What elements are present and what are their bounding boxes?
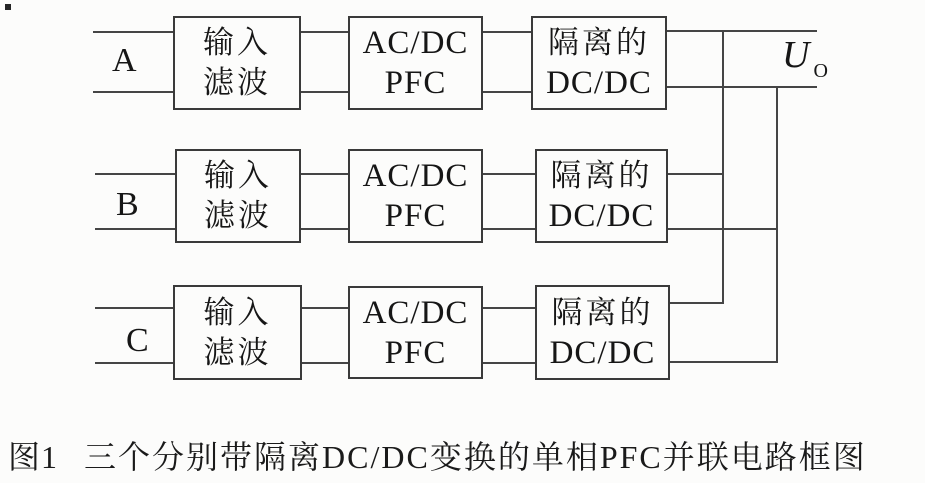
wire-c-filter-to-pfc-top (302, 307, 348, 309)
phase-label-a: A (112, 42, 137, 79)
block-c-acdc-pfc (348, 286, 483, 379)
block-b-input-filter (175, 149, 301, 243)
wire-c-input-bottom (95, 362, 173, 364)
block-b-acdc-pfc-line1: AC/DC (362, 158, 469, 194)
block-a-input-filter-line1: 输入 (203, 25, 271, 60)
wire-a-pfc-to-dcdc-bottom (483, 91, 531, 93)
wire-b-filter-to-pfc-bottom (301, 228, 348, 230)
block-c-isolated-dcdc (535, 285, 670, 380)
block-c-isolated-dcdc-line2: DC/DC (549, 334, 656, 371)
wire-a-output-bottom (667, 86, 817, 88)
block-b-isolated-dcdc-line1: 隔离的 (550, 158, 653, 193)
wire-a-input-bottom (93, 91, 173, 93)
block-c-acdc-pfc-line1: AC/DC (362, 294, 469, 331)
block-c-input-filter (173, 285, 302, 380)
block-a-acdc-pfc-line1: AC/DC (362, 25, 469, 61)
wire-c-pfc-to-dcdc-bottom (483, 362, 535, 364)
wire-c-pfc-to-dcdc-top (483, 307, 535, 309)
wire-a-input-top (93, 31, 173, 33)
block-b-acdc-pfc (348, 149, 483, 243)
block-a-isolated-dcdc-line1: 隔离的 (548, 25, 650, 60)
block-a-input-filter (173, 16, 301, 110)
wire-a-filter-to-pfc-bottom (301, 91, 348, 93)
wire-b-filter-to-pfc-top (301, 173, 348, 175)
wire-b-pfc-to-dcdc-top (483, 173, 535, 175)
block-c-acdc-pfc-line2: PFC (384, 334, 447, 371)
block-c-input-filter-line2: 滤波 (203, 334, 272, 370)
block-b-isolated-dcdc-line2: DC/DC (548, 198, 655, 234)
block-a-input-filter-line2: 滤波 (203, 65, 271, 100)
output-voltage-subscript: O (813, 60, 828, 82)
output-bus-top-rail (722, 30, 724, 304)
figure-caption (8, 432, 925, 478)
block-c-isolated-dcdc-line1: 隔离的 (551, 294, 654, 330)
figure-title: 三个分别带隔离DC/DC变换的单相PFC并联电路框图 (84, 439, 867, 475)
wire-a-pfc-to-dcdc-top (483, 31, 531, 33)
wire-c-filter-to-pfc-bottom (302, 362, 348, 364)
wire-b-output-top (668, 173, 724, 175)
figure-number: 图1 (8, 439, 59, 475)
block-b-input-filter-line2: 滤波 (204, 198, 272, 233)
output-bus-bottom-rail (776, 86, 778, 363)
block-a-isolated-dcdc-line2: DC/DC (546, 65, 652, 101)
phase-label-b: B (116, 186, 139, 223)
phase-label-c: C (126, 322, 149, 359)
wire-a-output-top (667, 30, 817, 32)
block-b-isolated-dcdc (535, 149, 668, 243)
block-a-acdc-pfc (348, 16, 483, 110)
wire-a-filter-to-pfc-top (301, 31, 348, 33)
wire-b-input-top (95, 173, 175, 175)
block-b-acdc-pfc-line2: PFC (384, 198, 447, 234)
block-c-input-filter-line1: 输入 (203, 294, 272, 330)
wire-c-output-top (670, 302, 724, 304)
block-b-input-filter-line1: 输入 (204, 158, 272, 193)
block-a-isolated-dcdc (531, 16, 667, 110)
wire-c-input-top (95, 307, 173, 309)
block-a-acdc-pfc-line2: PFC (384, 65, 447, 101)
output-voltage-label (782, 34, 828, 82)
output-voltage-symbol: U (782, 34, 810, 76)
wire-b-pfc-to-dcdc-bottom (483, 228, 535, 230)
wire-b-input-bottom (95, 228, 175, 230)
wire-c-output-bottom (670, 361, 778, 363)
